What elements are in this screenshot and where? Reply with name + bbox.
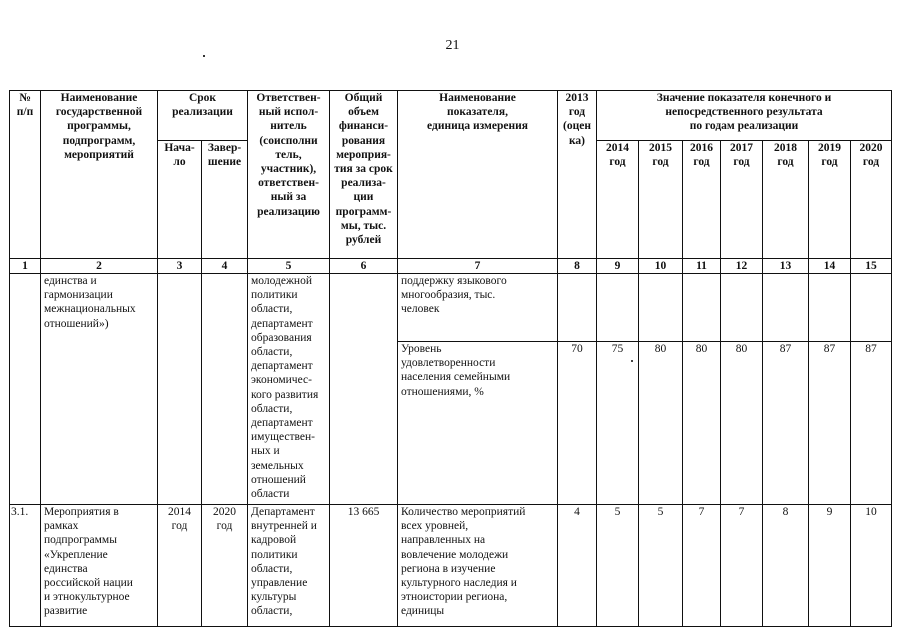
column-number: 15: [851, 259, 892, 274]
header-funding: Общий объем финанси- рования мероприя- тия за срок реализа- ции программ- мы, тыс. рублей: [330, 91, 398, 259]
value-2018: 8: [763, 505, 809, 627]
header-year-2016: 2016 год: [683, 141, 721, 259]
cell-empty: [558, 274, 597, 342]
header-year-2019: 2019 год: [809, 141, 851, 259]
value-2018: 87: [763, 342, 809, 505]
cell-empty: [639, 274, 683, 342]
column-number: 14: [809, 259, 851, 274]
header-2013: 2013 год (оцен ка): [558, 91, 597, 259]
cell-empty: [202, 274, 248, 505]
header-term: Срок реализации: [158, 91, 248, 141]
header-year-2015: 2015 год: [639, 141, 683, 259]
value-2014: 5: [597, 505, 639, 627]
column-number: 1: [10, 259, 41, 274]
column-number: 5: [248, 259, 330, 274]
table-row: [10, 505, 892, 627]
value-2017: 7: [721, 505, 763, 627]
end-year: 2020 год: [202, 505, 248, 627]
header-year-2014: 2014 год: [597, 141, 639, 259]
column-number: 2: [41, 259, 158, 274]
cell-empty: [721, 274, 763, 342]
value-2014: 75: [597, 342, 639, 505]
cell-empty: [851, 274, 892, 342]
value-2013: 70: [558, 342, 597, 505]
start-year: 2014 год: [158, 505, 202, 627]
indicator-cell: Количество мероприятий всех уровней, направленных на вовлечение молодежи региона в изучение культурного наследия и этноистории региона, единицы: [398, 505, 558, 627]
header-values-group: Значение показателя конечного и непосредственного результата по годам реализации: [597, 91, 892, 141]
column-number: 4: [202, 259, 248, 274]
header-program-name: Наименование государственной программы, подпрограмм, мероприятий: [41, 91, 158, 259]
executor-cell: молодежной политики области, департамент образования области, департамент экономичес- кого развития области, департамент имуществен- ных и земельных отношений области: [248, 274, 330, 505]
value-2019: 9: [809, 505, 851, 627]
column-number: 11: [683, 259, 721, 274]
cell-empty: [10, 274, 41, 505]
program-table: [9, 90, 892, 627]
cell-empty: [763, 274, 809, 342]
header-year-2018: 2018 год: [763, 141, 809, 259]
value-2015: 5: [639, 505, 683, 627]
cell-empty: [597, 274, 639, 342]
value-2015: 80: [639, 342, 683, 505]
header-end: Завер- шение: [202, 141, 248, 259]
cell-empty: [158, 274, 202, 505]
column-number: 7: [398, 259, 558, 274]
indicator-cell: Уровень удовлетворенности населения семейными отношениями, %: [398, 342, 558, 505]
value-2017: 80: [721, 342, 763, 505]
cell-empty: [809, 274, 851, 342]
header-start: Нача- ло: [158, 141, 202, 259]
cell-empty: [330, 274, 398, 505]
scan-speck: [203, 55, 205, 57]
header-year-2017: 2017 год: [721, 141, 763, 259]
value-2020: 87: [851, 342, 892, 505]
value-2020: 10: [851, 505, 892, 627]
column-number: 6: [330, 259, 398, 274]
value-2016: 80: [683, 342, 721, 505]
header-year-2020: 2020 год: [851, 141, 892, 259]
program-name-cell: Мероприятия в рамках подпрограммы «Укрепление единства российской нации и этнокультурное развитие: [41, 505, 158, 627]
page-number: 21: [445, 38, 460, 53]
cell-empty: [683, 274, 721, 342]
header-executor: Ответствен- ный испол- нитель (соисполни тель, участник), ответствен- ный за реализацию: [248, 91, 330, 259]
column-number: 8: [558, 259, 597, 274]
header-number: № п/п: [10, 91, 41, 259]
row-number: 3.1.: [10, 505, 41, 627]
header-indicator: Наименование показателя, единица измерения: [398, 91, 558, 259]
value-2019: 87: [809, 342, 851, 505]
value-2016: 7: [683, 505, 721, 627]
funding-amount: 13 665: [330, 505, 398, 627]
column-number: 9: [597, 259, 639, 274]
column-number: 13: [763, 259, 809, 274]
program-name-cell: единства и гармонизации межнациональных отношений»): [41, 274, 158, 505]
column-number: 3: [158, 259, 202, 274]
value-2013: 4: [558, 505, 597, 627]
column-number: 12: [721, 259, 763, 274]
column-number: 10: [639, 259, 683, 274]
indicator-cell: поддержку языкового многообразия, тыс. человек: [398, 274, 558, 342]
executor-cell: Департамент внутренней и кадровой политики области, управление культуры области,: [248, 505, 330, 627]
table-row: [10, 274, 892, 342]
